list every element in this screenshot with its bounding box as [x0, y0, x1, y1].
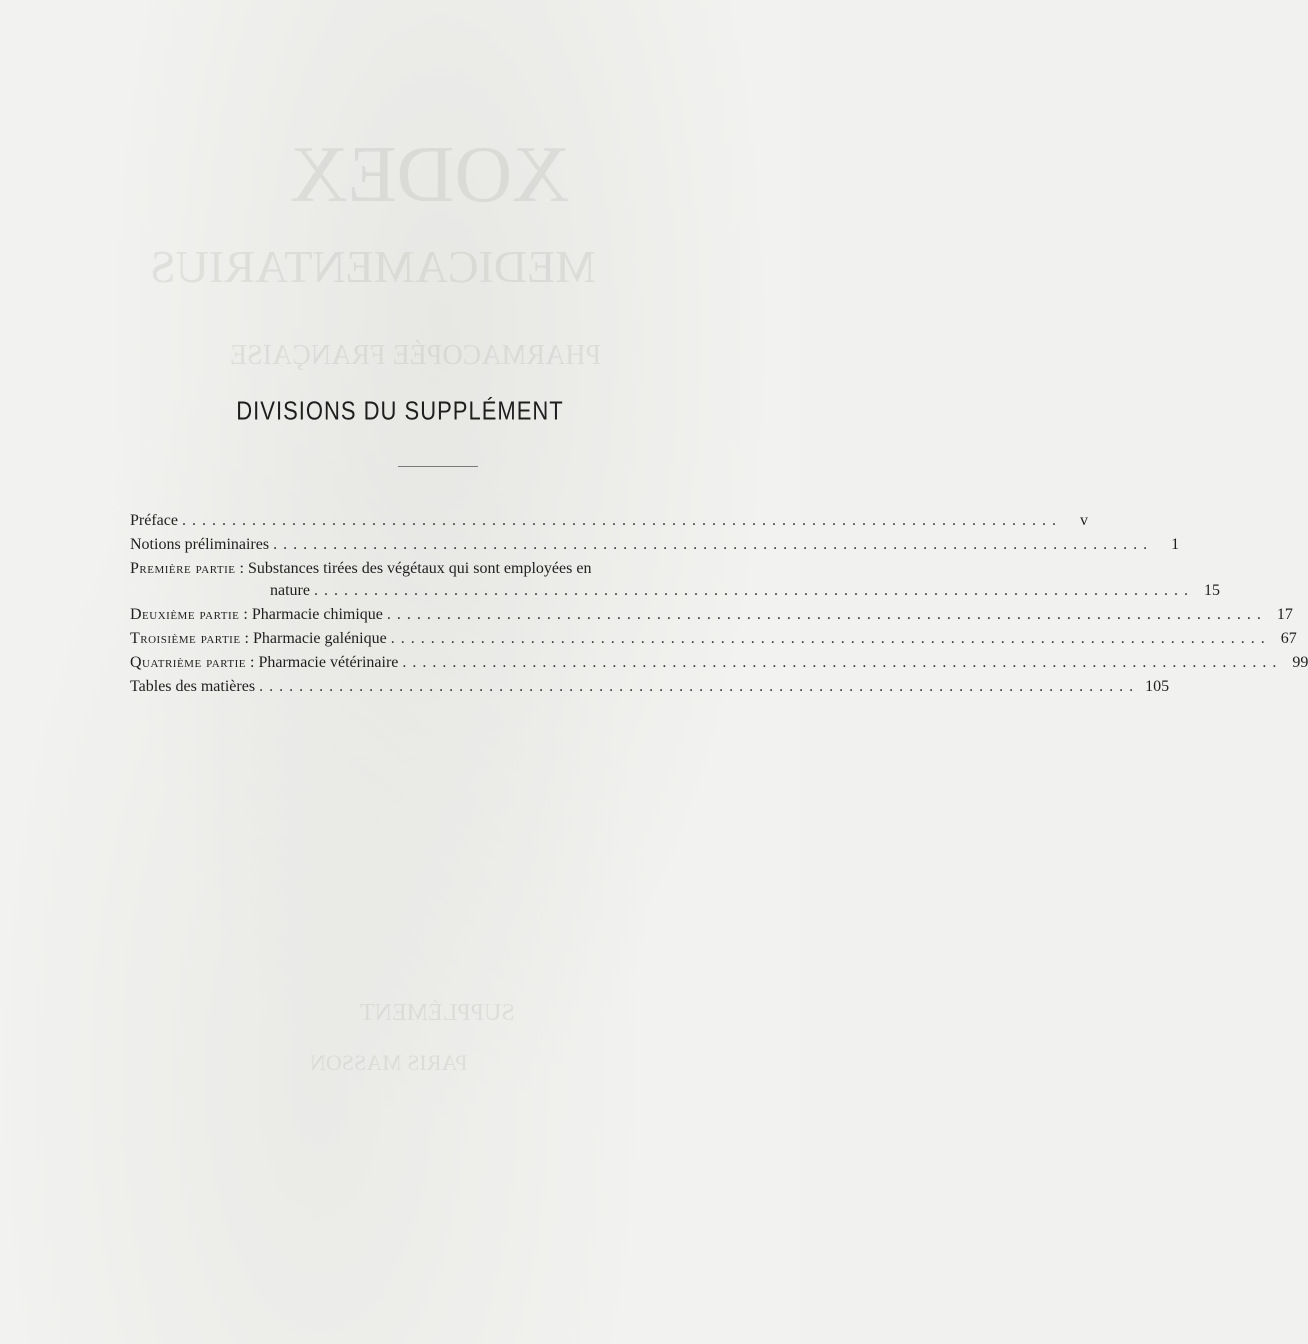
toc-entry-tables[interactable] — [130, 676, 1170, 698]
toc-separator: : — [239, 606, 252, 623]
toc-page-number: 99 — [1292, 654, 1308, 671]
toc-part-label: Première partie — [130, 560, 236, 577]
dot-leader: ........................................................................................ — [313, 582, 1194, 599]
toc-label-first-line — [130, 558, 591, 580]
toc-page-number: v — [1079, 512, 1088, 529]
toc-page-number: 67 — [1280, 630, 1297, 647]
toc-label-line — [130, 604, 383, 626]
table-of-contents — [130, 510, 1308, 700]
bleed-through-1: XODEX — [290, 131, 570, 219]
bleed-through-4: SUPPLÉMENT — [360, 1000, 515, 1026]
dot-leader: ........................................................................................ — [386, 606, 1267, 623]
toc-part-label: Quatrième partie — [130, 654, 246, 671]
toc-entry-deuxieme-partie[interactable] — [130, 604, 1293, 626]
toc-label-continuation: nature — [270, 582, 310, 599]
toc-separator: : — [240, 630, 253, 647]
toc-part-label: Troisième partie — [130, 630, 241, 647]
toc-part-label: Deuxième partie — [130, 606, 240, 623]
page-title: DIVISIONS DU SUPPLÉMENT — [236, 395, 564, 426]
dot-leader: ........................................................................................ — [390, 630, 1271, 647]
bleed-through-2: MEDICAMENTARIUS — [150, 241, 597, 292]
toc-page-number: 17 — [1276, 606, 1293, 623]
toc-label: Pharmacie vétérinaire — [258, 654, 399, 671]
toc-separator: : — [246, 654, 259, 671]
toc-label: Tables des matières — [130, 678, 256, 695]
toc-label-line — [130, 652, 398, 674]
bleed-through-5: PARIS MASSON — [310, 1050, 468, 1075]
dot-leader: ........................................................................................ — [273, 536, 1154, 553]
toc-label: Préface — [130, 512, 178, 529]
toc-separator: : — [235, 560, 248, 577]
toc-page-number: 105 — [1145, 678, 1170, 695]
toc-label: Notions préliminaires — [130, 536, 270, 553]
dot-leader: ........................................................................................ — [181, 512, 1062, 529]
toc-label-line — [130, 628, 387, 650]
toc-page-number: 15 — [1203, 582, 1220, 599]
dot-leader: ........................................................................................ — [259, 678, 1140, 695]
bleed-through-3: PHARMACOPÉE FRANÇAISE — [230, 340, 602, 371]
toc-entry-quatrieme-partie[interactable] — [130, 652, 1308, 674]
toc-label: Substances tirées des végétaux qui sont employées en — [247, 560, 592, 577]
title-rule — [398, 466, 478, 467]
toc-entry-troisieme-partie[interactable] — [130, 628, 1297, 650]
toc-entry-premiere-partie[interactable] — [130, 558, 1220, 602]
toc-page-number: 1 — [1171, 536, 1180, 553]
toc-entry-preface[interactable] — [130, 510, 1088, 532]
toc-label: Pharmacie galénique — [253, 630, 387, 647]
dot-leader: ........................................................................................ — [402, 654, 1283, 671]
toc-entry-notions[interactable] — [130, 534, 1180, 556]
toc-label: Pharmacie chimique — [251, 606, 383, 623]
